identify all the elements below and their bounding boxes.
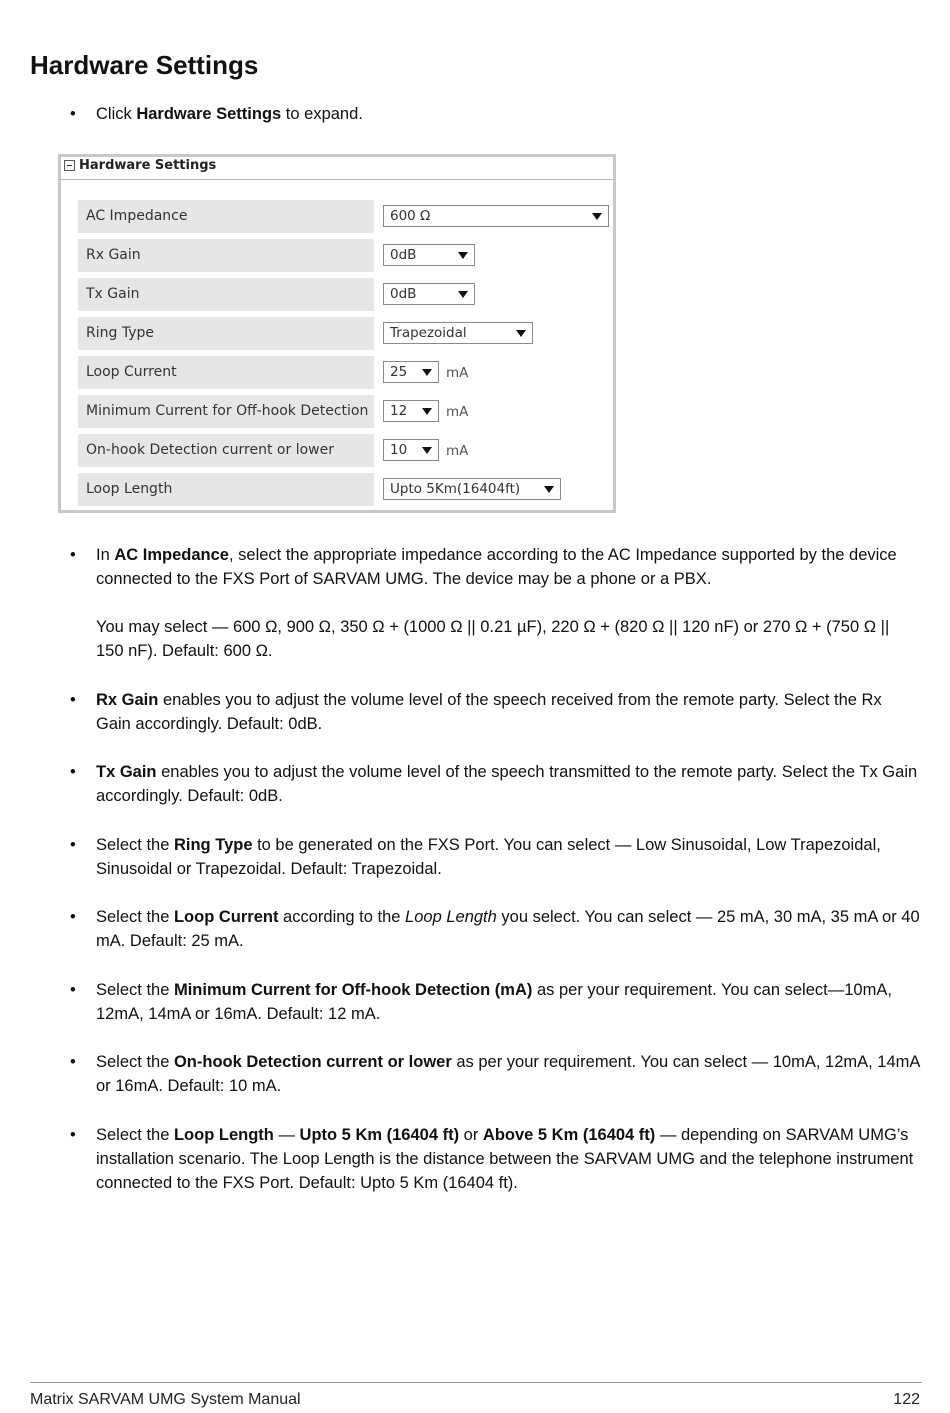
chevron-down-icon [458,291,468,298]
onhook-current-select[interactable]: 10 [383,439,439,461]
field-row-onhook [78,434,608,467]
intro-bullet [70,102,920,126]
bullet-text: Select the Ring Type to be generated on the FXS Port. You can select — Low Sinusoidal, Low Trapezoidal, Sinusoidal or Trapezoidal. Default: Trapezoidal. [96,836,881,878]
footer-page-number: 122 [893,1391,920,1408]
field-label: Loop Length [78,473,374,506]
bullet-ring-type [70,833,920,881]
field-row-rx-gain [78,239,608,272]
field-label: Ring Type [78,317,374,350]
bullet-dot: • [70,1053,76,1071]
bullet-dot: • [70,105,76,123]
bullet-loop-length [70,1123,920,1195]
unit-label: mA [446,404,469,420]
field-row-loop-length [78,473,608,506]
field-row-tx-gain [78,278,608,311]
bullet-text: In AC Impedance, select the appropriate impedance according to the AC Impedance supported by the device connected to the FXS Port of SARVAM UMG. The device may be a phone or a PBX. You may select — 600 Ω, 900 Ω, 350 Ω + (1000 Ω || 0.21 µF), 220 Ω + (820 Ω || 120 nF) or 270 Ω + (750 Ω || 150 nF). Default: 600 Ω. [96,543,920,663]
footer-divider [30,1382,922,1383]
field-row-ac-impedance [78,200,608,233]
bullet-dot: • [70,691,76,709]
field-label: On-hook Detection current or lower [78,434,374,467]
bullet-rx-gain [70,688,920,736]
bullet-onhook [70,1050,920,1098]
unit-label: mA [446,443,469,459]
bullet-tx-gain [70,760,920,808]
loop-length-select[interactable]: Upto 5Km(16404ft) [383,478,561,500]
min-current-select[interactable]: 12 [383,400,439,422]
field-label: Rx Gain [78,239,374,272]
bullet-ac-impedance [70,543,920,663]
bullet-text: Rx Gain enables you to adjust the volume level of the speech received from the remote party. Select the Rx Gain accordingly. Default: 0dB. [96,691,882,733]
rx-gain-select[interactable]: 0dB [383,244,475,266]
panel-header[interactable] [61,157,613,180]
ring-type-select[interactable]: Trapezoidal [383,322,533,344]
bullet-text: Select the Loop Length — Upto 5 Km (16404 ft) or Above 5 Km (16404 ft) — depending on SARVAM UMG’s installation scenario. The Loop Length is the distance between the SARVAM UMG and the telephone instrument connected to the FXS Port. Default: Upto 5 Km (16404 ft). [96,1126,914,1192]
field-row-loop-current [78,356,608,389]
loop-current-select[interactable]: 25 [383,361,439,383]
field-row-ring-type [78,317,608,350]
bullet-dot: • [70,981,76,999]
chevron-down-icon [544,486,554,493]
field-row-min-current [78,395,608,428]
footer-manual-title: Matrix SARVAM UMG System Manual [30,1391,301,1408]
tx-gain-select[interactable]: 0dB [383,283,475,305]
bullet-loop-current [70,905,920,953]
bullet-dot: • [70,546,76,564]
field-label: AC Impedance [78,200,374,233]
field-label: Tx Gain [78,278,374,311]
hardware-settings-panel [58,154,616,513]
unit-label: mA [446,365,469,381]
chevron-down-icon [516,330,526,337]
impedance-options-text: You may select — 600 Ω, 900 Ω, 350 Ω + (1000 Ω || 0.21 µF), 220 Ω + (820 Ω || 120 nF) or 270 Ω + (750 Ω || 150 nF). Default: 600 Ω. [96,618,890,660]
bullet-dot: • [70,763,76,781]
bullet-text: Select the Minimum Current for Off-hook Detection (mA) as per your requirement. You can select—10mA, 12mA, 14mA or 16mA. Default: 12 mA. [96,981,892,1023]
page-title: Hardware Settings [30,50,259,80]
bullet-dot: • [70,836,76,854]
bullet-dot: • [70,1126,76,1144]
field-label: Minimum Current for Off-hook Detection [78,395,374,428]
panel-title: Hardware Settings [79,158,217,173]
chevron-down-icon [458,252,468,259]
bullet-dot: • [70,908,76,926]
bullet-text: Select the Loop Current according to the Loop Length you select. You can select — 25 mA, 30 mA, 35 mA or 40 mA. Default: 25 mA. [96,908,920,950]
chevron-down-icon [422,408,432,415]
bullet-min-current [70,978,920,1026]
bullet-text: Tx Gain enables you to adjust the volume level of the speech transmitted to the remote party. Select the Tx Gain accordingly. Default: 0dB. [96,763,918,805]
chevron-down-icon [422,369,432,376]
field-label: Loop Current [78,356,374,389]
intro-text: Click Hardware Settings to expand. [96,105,363,123]
bullet-text: Select the On-hook Detection current or lower as per your requirement. You can select — 10mA, 12mA, 14mA or 16mA. Default: 10 mA. [96,1053,920,1095]
chevron-down-icon [592,213,602,220]
collapse-icon[interactable] [64,160,75,171]
ac-impedance-select[interactable]: 600 Ω [383,205,609,227]
chevron-down-icon [422,447,432,454]
